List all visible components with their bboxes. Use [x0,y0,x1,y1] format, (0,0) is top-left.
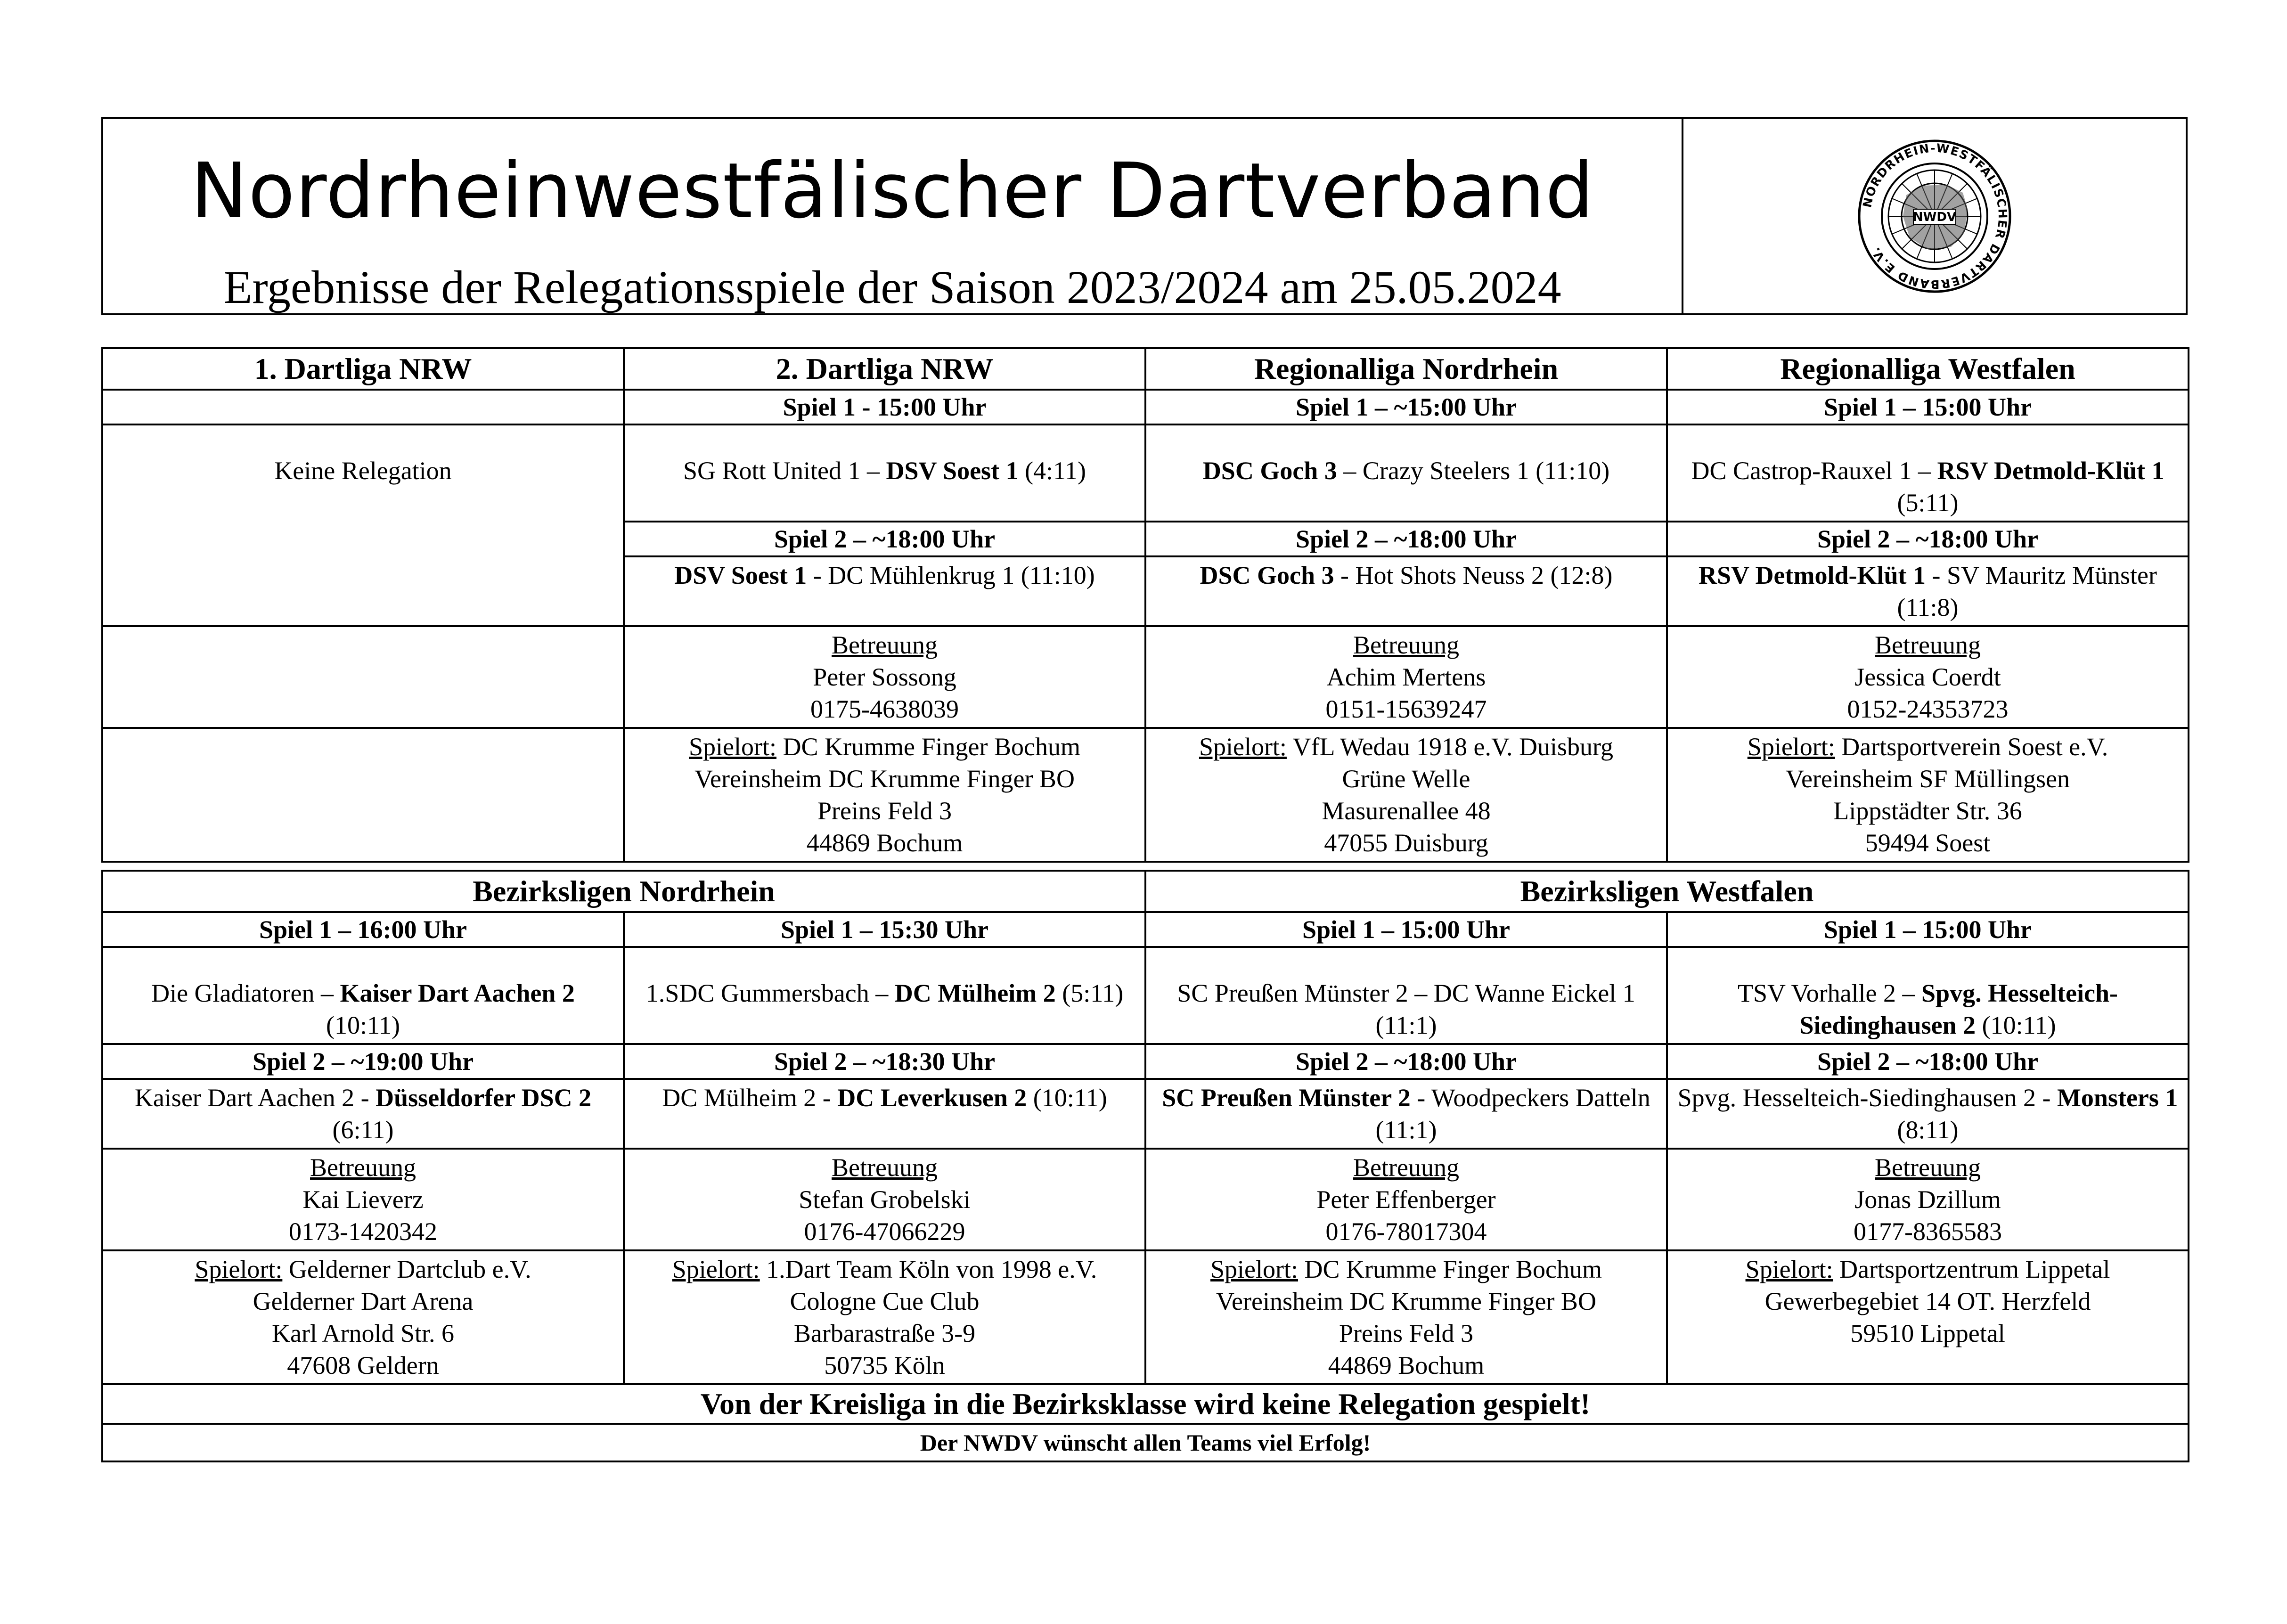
spiel1-time: Spiel 1 – 15:30 Uhr [624,912,1145,947]
spielort-cell: Spielort: Gelderner Dartclub e.V. Gelderner Dart Arena Karl Arnold Str. 6 47608 Geldern [102,1250,624,1384]
page-subtitle: Ergebnisse der Relegationsspiele der Saison 2023/2024 am 25.05.2024 [223,261,1561,313]
spiel1-time: Spiel 1 – 15:00 Uhr [1667,912,2189,947]
spielort-cell: Spielort: Dartsportverein Soest e.V. Vereinsheim SF Müllingsen Lippstädter Str. 36 59494 Soest [1667,728,2189,862]
match1-result: DC Castrop-Rauxel 1 – RSV Detmold-Klüt 1 (5:11) [1667,424,2189,522]
spiel2-time: Spiel 2 – ~18:00 Uhr [1667,1044,2189,1079]
betreuung-cell: Betreuung Stefan Grobelski 0176-47066229 [624,1149,1145,1250]
betreuung-cell: Betreuung Kai Lieverz 0173-1420342 [102,1149,624,1250]
betreuung-cell: Betreuung Peter Sossong 0175-4638039 [624,626,1145,728]
match1-result: 1.SDC Gummersbach – DC Mülheim 2 (5:11) [624,947,1145,1044]
betreuung-cell: Betreuung Jonas Dzillum 0177-8365583 [1667,1149,2189,1250]
keine-relegation-text: Keine Relegation [102,424,624,626]
spiel1-time: Spiel 1 – 15:00 Uhr [1145,912,1667,947]
match2-result: DSC Goch 3 - Hot Shots Neuss 2 (12:8) [1145,556,1667,626]
betreuung-cell: Betreuung Peter Effenberger 0176-78017304 [1145,1149,1667,1250]
header-bezirksligen-westfalen: Bezirksligen Westfalen [1145,871,2189,912]
match1-result: TSV Vorhalle 2 – Spvg. Hesselteich-Siedinghausen 2 (10:11) [1667,947,2189,1044]
match2-result: RSV Detmold-Klüt 1 - SV Mauritz Münster (11:8) [1667,556,2189,626]
spiel1-time: Spiel 1 - 15:00 Uhr [624,390,1145,424]
title-cell [103,119,1683,313]
betreuung-cell: Betreuung Jessica Coerdt 0152-24353723 [1667,626,2189,728]
betreuung-cell: Betreuung Achim Mertens 0151-15639247 [1145,626,1667,728]
spiel1-time: Spiel 1 – 15:00 Uhr [1667,390,2189,424]
match1-result: SC Preußen Münster 2 – DC Wanne Eickel 1 (11:1) [1145,947,1667,1044]
spiel2-time: Spiel 2 – ~18:00 Uhr [624,522,1145,556]
logo-center-text: NWDV [1912,210,1957,224]
spielort-cell: Spielort: DC Krumme Finger Bochum Vereinsheim DC Krumme Finger BO Preins Feld 3 44869 Bochum [1145,1250,1667,1384]
header-1-dartliga: 1. Dartliga NRW [102,348,624,390]
dartboard-seal-icon [1857,139,2012,294]
logo-ring-text: NORDRHEIN-WESTFÄLISCHER DARTVERBAND E.V. [1860,140,2010,291]
header-regionalliga-westfalen: Regionalliga Westfalen [1667,348,2189,390]
header-2-dartliga: 2. Dartliga NRW [624,348,1145,390]
logo-cell [1683,119,2186,313]
spielort-cell: Spielort: Dartsportzentrum Lippetal Gewerbegebiet 14 OT. Herzfeld 59510 Lippetal [1667,1250,2189,1384]
spiel1-time: Spiel 1 – 16:00 Uhr [102,912,624,947]
kreisliga-notice: Von der Kreisliga in die Bezirksklasse wird keine Relegation gespielt! [102,1384,2189,1424]
relegation-table-ligen [101,347,2189,863]
match1-result: Die Gladiatoren – Kaiser Dart Aachen 2 (10:11) [102,947,624,1044]
match1-result: DSC Goch 3 – Crazy Steelers 1 (11:10) [1145,424,1667,522]
empty-cell [102,728,624,862]
spielort-cell: Spielort: VfL Wedau 1918 e.V. Duisburg Grüne Welle Masurenallee 48 47055 Duisburg [1145,728,1667,862]
page-title: Nordrheinwestfälischer Dartverband [190,147,1594,236]
spielort-cell: Spielort: DC Krumme Finger Bochum Vereinsheim DC Krumme Finger BO Preins Feld 3 44869 Bochum [624,728,1145,862]
spiel2-time: Spiel 2 – ~18:00 Uhr [1145,522,1667,556]
good-luck-message: Der NWDV wünscht allen Teams viel Erfolg! [102,1424,2189,1461]
empty-cell [102,390,624,424]
relegation-table-bezirksligen [101,870,2189,1462]
match2-result: DSV Soest 1 - DC Mühlenkrug 1 (11:10) [624,556,1145,626]
header-regionalliga-nordrhein: Regionalliga Nordrhein [1145,348,1667,390]
empty-cell [102,626,624,728]
match1-result: SG Rott United 1 – DSV Soest 1 (4:11) [624,424,1145,522]
document-header [101,117,2188,315]
spiel2-time: Spiel 2 – ~18:00 Uhr [1667,522,2189,556]
match2-result: Spvg. Hesselteich-Siedinghausen 2 - Monsters 1 (8:11) [1667,1079,2189,1149]
header-bezirksligen-nordrhein: Bezirksligen Nordrhein [102,871,1145,912]
spiel2-time: Spiel 2 – ~19:00 Uhr [102,1044,624,1079]
spiel2-time: Spiel 2 – ~18:00 Uhr [1145,1044,1667,1079]
match2-result: SC Preußen Münster 2 - Woodpeckers Datteln (11:1) [1145,1079,1667,1149]
spiel2-time: Spiel 2 – ~18:30 Uhr [624,1044,1145,1079]
match2-result: DC Mülheim 2 - DC Leverkusen 2 (10:11) [624,1079,1145,1149]
spielort-cell: Spielort: 1.Dart Team Köln von 1998 e.V. Cologne Cue Club Barbarastraße 3-9 50735 Köln [624,1250,1145,1384]
spiel1-time: Spiel 1 – ~15:00 Uhr [1145,390,1667,424]
match2-result: Kaiser Dart Aachen 2 - Düsseldorfer DSC 2 (6:11) [102,1079,624,1149]
